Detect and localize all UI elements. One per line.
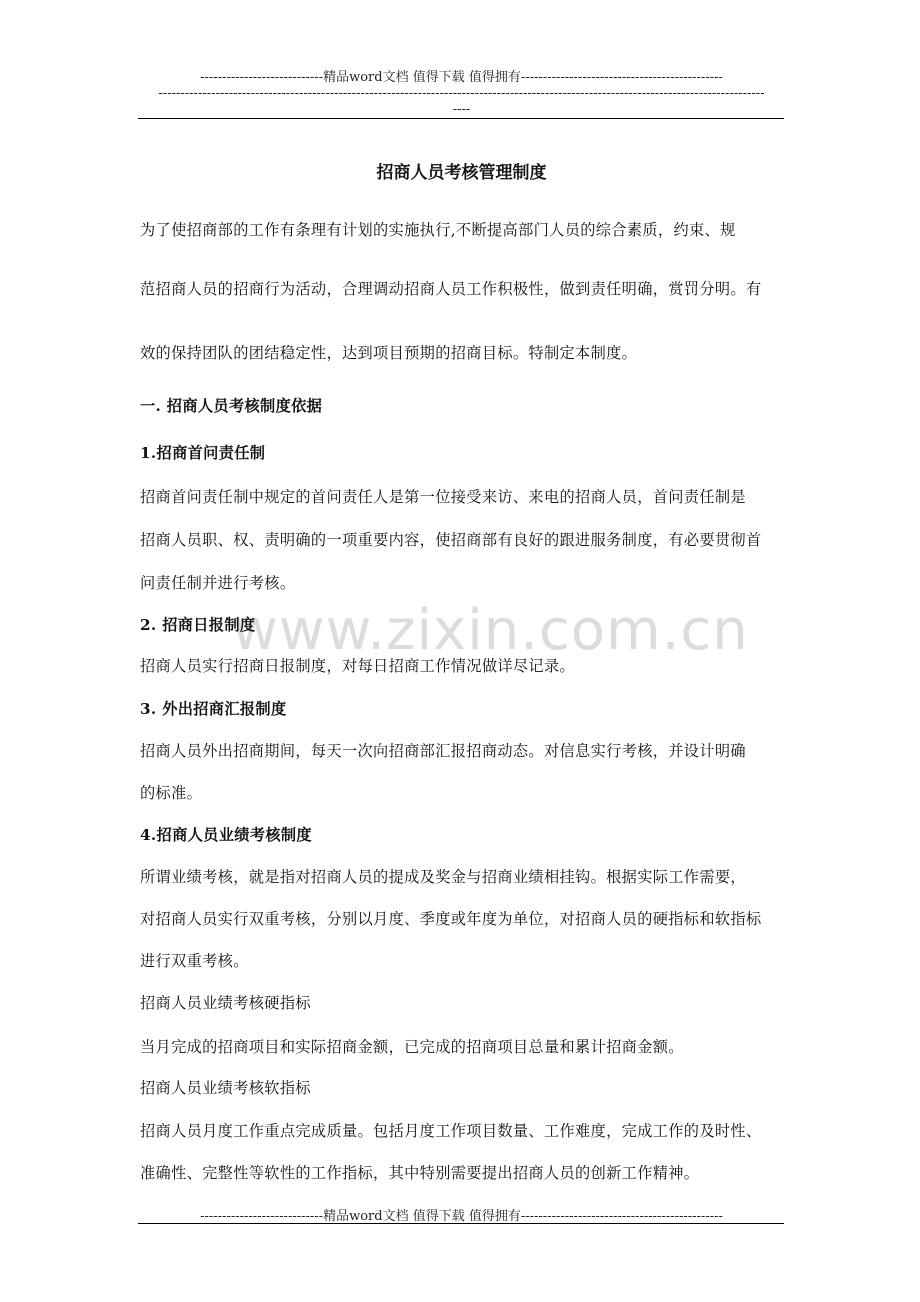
paragraph-line: 的标准。 [140,784,203,802]
paragraph-line: 准确性、完整性等软性的工作指标，其中特别需要提出招商人员的创新工作精神。 [140,1164,700,1182]
section-heading: 一. 招商人员考核制度依据 [140,397,323,415]
header-dash-line: ------------------------------------------------------------------------------------------------------------------------------------------ [158,86,765,101]
sub-heading: 招商人员业绩考核硬指标 [140,994,311,1012]
header-banner: ----------------------------精品word文档 值得下载 值得拥有---------------------------------------------- [200,70,723,85]
footer-rule [138,1223,784,1224]
footer-banner: ----------------------------精品word文档 值得下载 值得拥有---------------------------------------------- [200,1209,723,1224]
paragraph-line: 招商人员实行招商日报制度，对每日招商工作情况做详尽记录。 [140,657,576,675]
paragraph-line: 对招商人员实行双重考核，分别以月度、季度或年度为单位，对招商人员的硬指标和软指标 [140,910,762,928]
header-dash-tail: ---- [452,102,471,117]
paragraph-line: 招商人员职、权、责明确的一项重要内容，使招商部有良好的跟进服务制度，有必要贯彻首 [140,531,762,549]
document-title: 招商人员考核管理制度 [376,163,547,183]
watermark: www.zixin.com.cn [232,598,749,663]
sub-heading: 招商人员业绩考核软指标 [140,1079,311,1097]
intro-line: 为了使招商部的工作有条理有计划的实施执行,不断提高部门人员的综合素质，约束、规 [140,221,736,239]
item-heading: 1.招商首问责任制 [140,444,266,462]
header-rule [138,118,784,119]
item-heading: 4.招商人员业绩考核制度 [140,826,312,844]
paragraph-line: 进行双重考核。 [140,952,249,970]
paragraph-line: 招商人员月度工作重点完成质量。包括月度工作项目数量、工作难度，完成工作的及时性、 [140,1122,762,1140]
paragraph-line: 所谓业绩考核，就是指对招商人员的提成及奖金与招商业绩相挂钩。根据实际工作需要， [140,868,746,886]
paragraph-line: 问责任制并进行考核。 [140,574,296,592]
item-heading: 2. 招商日报制度 [140,616,256,634]
paragraph-line: 当月完成的招商项目和实际招商金额，已完成的招商项目总量和累计招商金额。 [140,1038,684,1056]
intro-line: 效的保持团队的团结稳定性，达到项目预期的招商目标。特制定本制度。 [140,344,638,362]
paragraph-line: 招商人员外出招商期间，每天一次向招商部汇报招商动态。对信息实行考核，并设计明确 [140,742,746,760]
paragraph-line: 招商首问责任制中规定的首问责任人是第一位接受来访、来电的招商人员，首问责任制是 [140,488,746,506]
intro-line: 范招商人员的招商行为活动，合理调动招商人员工作积极性，做到责任明确，赏罚分明。有 [140,280,762,298]
item-heading: 3. 外出招商汇报制度 [140,700,287,718]
